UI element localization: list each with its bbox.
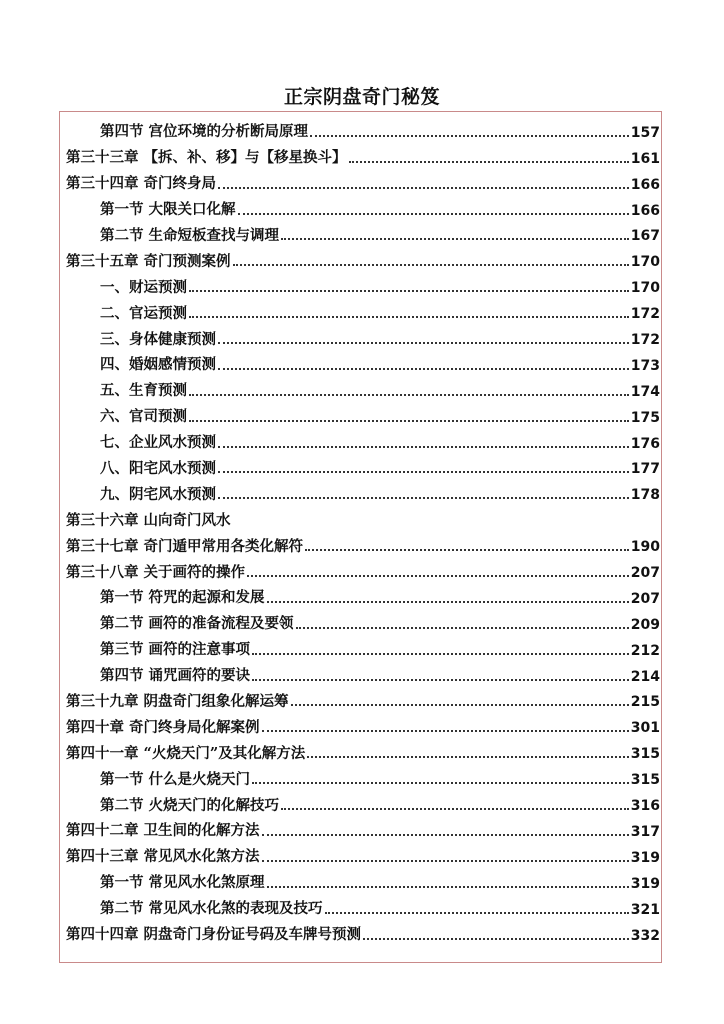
toc-entry-label: 第三十四章 奇门终身局 xyxy=(66,175,217,193)
toc-entry-label: 第二节 常见风水化煞的表现及技巧 xyxy=(100,900,323,918)
dot-leader xyxy=(189,316,629,318)
dot-leader xyxy=(349,161,629,163)
toc-entry-page-number: 319 xyxy=(630,849,660,866)
dot-leader xyxy=(252,653,629,655)
toc-entry-page-number: 317 xyxy=(630,823,660,840)
toc-entry-label: 第四节 诵咒画符的要诀 xyxy=(100,667,251,685)
toc-section-entry[interactable] xyxy=(66,761,660,787)
dot-leader xyxy=(307,756,629,758)
toc-section-entry[interactable] xyxy=(66,373,660,399)
dot-leader xyxy=(218,497,629,499)
toc-section-entry[interactable] xyxy=(66,787,660,813)
toc-section-entry[interactable] xyxy=(66,295,660,321)
toc-section-entry[interactable] xyxy=(66,451,660,477)
dot-leader xyxy=(238,213,629,215)
toc-section-entry[interactable] xyxy=(66,476,660,502)
toc-entry-label: 七、企业风水预测 xyxy=(100,434,216,452)
toc-section-entry[interactable] xyxy=(66,658,660,684)
toc-entry-label: 第四十二章 卫生间的化解方法 xyxy=(66,822,260,840)
dot-leader xyxy=(363,938,629,940)
toc-entry-page-number: 212 xyxy=(630,642,660,659)
dot-leader xyxy=(262,860,629,862)
toc-entry-page-number: 166 xyxy=(630,202,660,219)
toc-entry-label: 四、婚姻感情预测 xyxy=(100,356,216,374)
dot-leader xyxy=(218,368,629,370)
toc-entry-label: 第三十八章 关于画符的操作 xyxy=(66,563,246,581)
toc-entry-label: 第三十九章 阴盘奇门组象化解运筹 xyxy=(66,692,289,710)
dot-leader xyxy=(267,601,629,603)
toc-entry-label: 第三十七章 奇门遁甲常用各类化解符 xyxy=(66,537,304,555)
toc-entry-label: 第一节 什么是火烧天门 xyxy=(100,770,251,788)
dot-leader xyxy=(218,446,629,448)
toc-entry-label: 第四十章 奇门终身局化解案例 xyxy=(66,718,260,736)
toc-entry-page-number: 321 xyxy=(630,901,660,918)
toc-chapter-entry[interactable] xyxy=(66,917,660,943)
toc-entry-page-number: 173 xyxy=(630,357,660,374)
toc-section-entry[interactable] xyxy=(66,192,660,218)
toc-entry-page-number: 209 xyxy=(630,616,660,633)
toc-entry-label: 第三十三章 【拆、补、移】与【移星换斗】 xyxy=(66,149,347,167)
dot-leader xyxy=(262,834,629,836)
toc-section-entry[interactable] xyxy=(66,891,660,917)
toc-chapter-entry[interactable] xyxy=(66,528,660,554)
toc-entry-page-number: 157 xyxy=(630,124,660,141)
toc-section-entry[interactable] xyxy=(66,632,660,658)
toc-entry-label: 第一节 符咒的起源和发展 xyxy=(100,589,265,607)
toc-entry-page-number: 301 xyxy=(630,720,660,737)
dot-leader xyxy=(325,912,629,914)
table-of-contents xyxy=(66,114,660,943)
toc-chapter-entry[interactable] xyxy=(66,166,660,192)
toc-chapter-entry[interactable] xyxy=(66,140,660,166)
dot-leader xyxy=(267,886,629,888)
toc-entry-label: 第二节 生命短板查找与调理 xyxy=(100,226,280,244)
toc-entry-label: 第三十五章 奇门预测案例 xyxy=(66,252,231,270)
dot-leader xyxy=(189,290,629,292)
dot-leader xyxy=(252,782,629,784)
dot-leader xyxy=(296,627,629,629)
dot-leader xyxy=(189,394,629,396)
toc-chapter-entry[interactable] xyxy=(66,709,660,735)
toc-entry-label: 第一节 常见风水化煞原理 xyxy=(100,874,265,892)
toc-entry-label: 第一节 大限关口化解 xyxy=(100,201,236,219)
toc-entry-page-number: 319 xyxy=(630,875,660,892)
toc-entry-page-number: 166 xyxy=(630,176,660,193)
dot-leader xyxy=(252,679,629,681)
toc-entry-page-number: 214 xyxy=(630,668,660,685)
dot-leader xyxy=(233,264,629,266)
toc-chapter-entry[interactable] xyxy=(66,243,660,269)
toc-section-entry[interactable] xyxy=(66,425,660,451)
toc-entry-label: 第三十六章 山向奇门风水 xyxy=(66,511,231,529)
toc-entry-label: 九、阴宅风水预测 xyxy=(100,485,216,503)
toc-entry-label: 第四十一章 “火烧天门”及其化解方法 xyxy=(66,744,306,762)
toc-entry-page-number: 207 xyxy=(630,590,660,607)
toc-entry-page-number: 315 xyxy=(630,746,660,763)
toc-entry-page-number: 172 xyxy=(630,306,660,323)
toc-section-entry[interactable] xyxy=(66,269,660,295)
toc-entry-label: 二、官运预测 xyxy=(100,304,187,322)
toc-chapter-entry[interactable] xyxy=(66,735,660,761)
toc-entry-page-number: 172 xyxy=(630,332,660,349)
toc-entry-page-number: 215 xyxy=(630,694,660,711)
toc-entry-page-number: 332 xyxy=(630,927,660,944)
toc-entry-page-number: 315 xyxy=(630,772,660,789)
toc-entry-label: 八、阳宅风水预测 xyxy=(100,459,216,477)
toc-entry-page-number: 176 xyxy=(630,435,660,452)
toc-entry-page-number: 175 xyxy=(630,409,660,426)
toc-chapter-entry[interactable] xyxy=(66,684,660,710)
toc-entry-label: 三、身体健康预测 xyxy=(100,330,216,348)
dot-leader xyxy=(262,730,629,732)
dot-leader xyxy=(218,342,629,344)
dot-leader xyxy=(218,471,629,473)
toc-entry-page-number: 177 xyxy=(630,461,660,478)
toc-entry-label: 第二节 火烧天门的化解技巧 xyxy=(100,796,280,814)
dot-leader xyxy=(291,704,629,706)
toc-entry-page-number: 207 xyxy=(630,565,660,582)
toc-section-entry[interactable] xyxy=(66,606,660,632)
toc-section-entry[interactable] xyxy=(66,865,660,891)
dot-leader xyxy=(218,187,629,189)
toc-entry-label: 第二节 画符的准备流程及要领 xyxy=(100,615,294,633)
toc-entry-page-number: 161 xyxy=(630,150,660,167)
toc-chapter-entry[interactable] xyxy=(66,839,660,865)
toc-entry-label: 六、官司预测 xyxy=(100,408,187,426)
dot-leader xyxy=(305,549,629,551)
toc-entry-page-number: 167 xyxy=(630,228,660,245)
toc-entry-label: 第四十四章 阴盘奇门身份证号码及车牌号预测 xyxy=(66,926,362,943)
toc-entry-page-number: 190 xyxy=(630,539,660,556)
toc-entry-label: 第三节 画符的注意事项 xyxy=(100,641,251,659)
toc-section-entry[interactable] xyxy=(66,321,660,347)
dot-leader xyxy=(281,238,629,240)
toc-entry-label: 第四节 宫位环境的分析断局原理 xyxy=(100,123,309,141)
toc-chapter-entry[interactable] xyxy=(66,554,660,580)
dot-leader xyxy=(281,808,629,810)
page-title: 正宗阴盘奇门秘笈 xyxy=(283,86,440,108)
toc-entry-label: 第四十三章 常见风水化煞方法 xyxy=(66,848,260,866)
toc-entry-page-number: 178 xyxy=(630,487,660,504)
toc-entry-page-number: 170 xyxy=(630,280,660,297)
dot-leader xyxy=(247,575,629,577)
toc-entry-label: 五、生育预测 xyxy=(100,382,187,400)
toc-section-entry[interactable] xyxy=(66,399,660,425)
toc-entry-page-number: 174 xyxy=(630,383,660,400)
toc-section-entry[interactable] xyxy=(66,580,660,606)
dot-leader xyxy=(189,420,629,422)
toc-entry-page-number: 170 xyxy=(630,254,660,271)
toc-section-entry[interactable] xyxy=(66,218,660,244)
dot-leader xyxy=(310,135,629,137)
toc-chapter-entry[interactable] xyxy=(66,813,660,839)
toc-entry-page-number: 316 xyxy=(630,798,660,815)
toc-chapter-entry[interactable] xyxy=(66,502,660,528)
toc-section-entry[interactable] xyxy=(66,347,660,373)
toc-section-entry[interactable] xyxy=(66,114,660,140)
toc-entry-label: 一、财运预测 xyxy=(100,278,187,296)
